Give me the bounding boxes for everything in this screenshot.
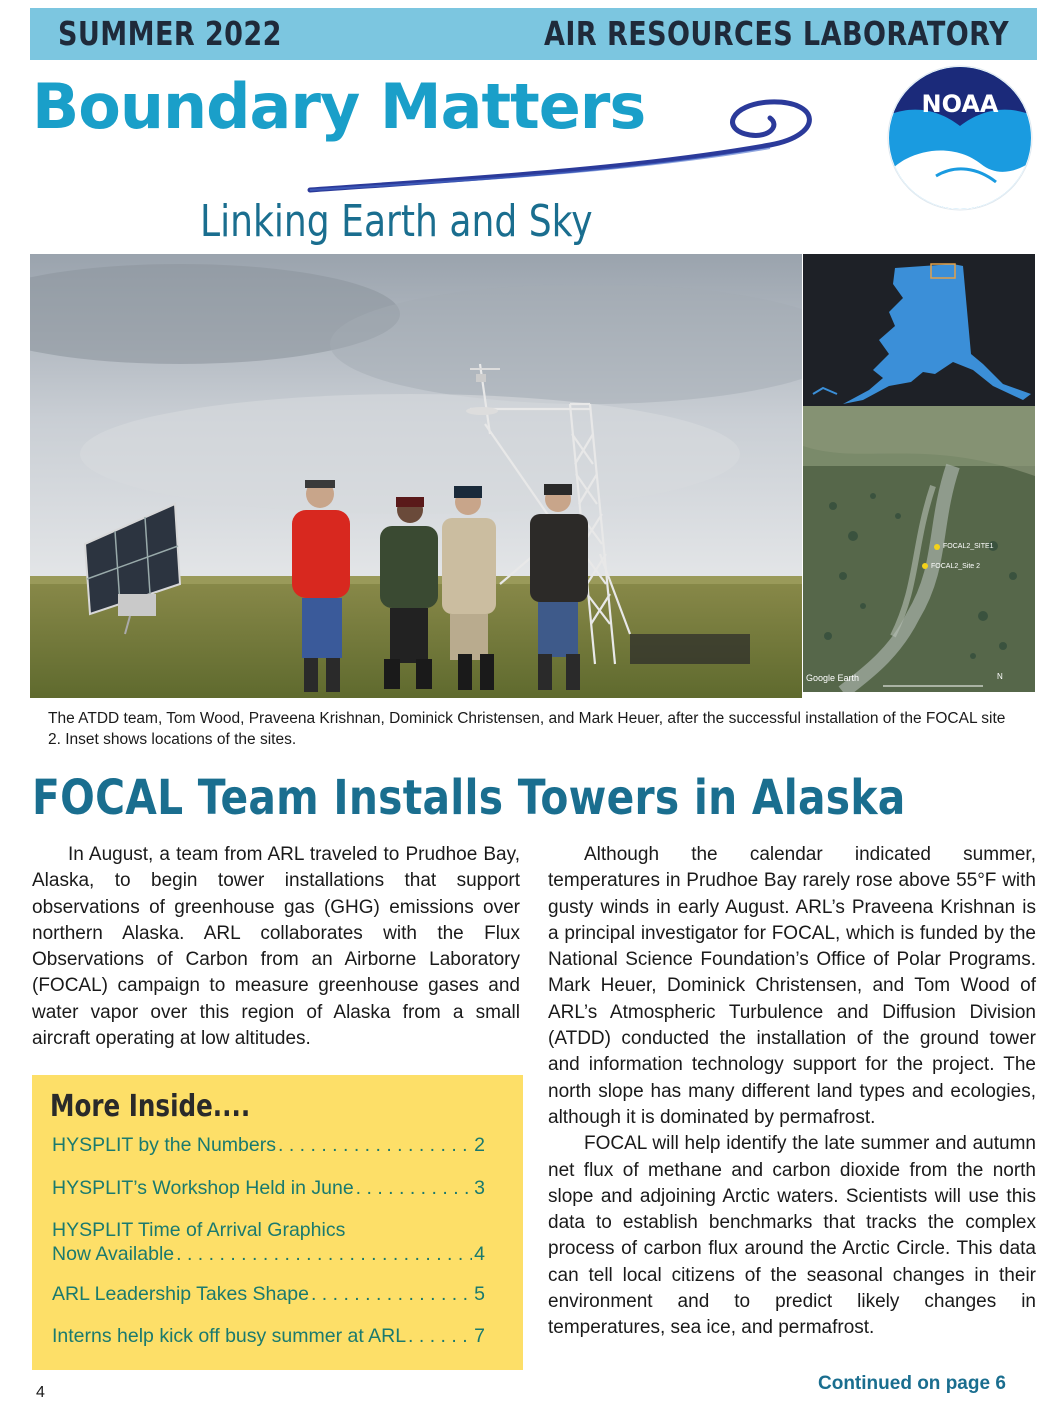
swoosh-graphic	[300, 90, 820, 200]
site2-pin-icon	[922, 563, 928, 569]
site1-pin-icon	[934, 544, 940, 550]
photo-caption: The ATDD team, Tom Wood, Praveena Krishnan, Dominick Christensen, and Mark Heuer, after the successful installation of the FOCAL site 2. Inset shows locations of the sites.	[48, 710, 1006, 748]
noaa-logo-text: NOAA	[921, 90, 999, 118]
satellite-inset	[803, 406, 1035, 692]
team-photo	[30, 254, 802, 698]
north-arrow-icon: N	[997, 672, 1003, 681]
continued-link[interactable]: Continued on page 6	[818, 1373, 1006, 1394]
toc-item[interactable]: HYSPLIT Time of Arrival Graphics Now Available . . . 4	[52, 1218, 485, 1266]
more-inside-box	[32, 1075, 523, 1370]
article-column-2	[548, 842, 1036, 1342]
article-headline: FOCAL Team Installs Towers in Alaska	[32, 770, 906, 826]
tagline: Linking Earth and Sky	[200, 196, 593, 247]
header-bar	[30, 8, 1037, 60]
article-column-1	[32, 842, 520, 1052]
article-paragraph: Although the calendar indicated summer, temperatures in Prudhoe Bay rarely rose above 55°F with gusty winds in early August. ARL’s Praveena Krishnan is a principal investigator for FOCAL, which is funded by the National Science Foundation’s Office of Polar Programs. Mark Heuer, Dominick Christensen, and Tom Wood of ARL’s Atmospheric Turbulence and Diffusion Division (ATDD) conducted the installation of the ground tower and information technology support for the project. The north slope has many different land types and ecologies, although it is dominated by permafrost.	[548, 844, 1036, 1128]
site2-label: FOCAL2_Site 2	[931, 563, 981, 570]
map-watermark: Google Earth	[806, 673, 860, 683]
toc-page-number: 5	[474, 1283, 485, 1305]
toc-item[interactable]: Interns help kick off busy summer at ARL . . . 7	[52, 1324, 485, 1348]
toc-page-number: 7	[474, 1325, 485, 1347]
page-number: 4	[36, 1384, 45, 1401]
site1-label: FOCAL2_SITE1	[943, 543, 994, 550]
more-inside-title: More Inside....	[50, 1089, 251, 1124]
article-paragraph: In August, a team from ARL traveled to Prudhoe Bay, Alaska, to begin tower installations that support observations of greenhouse gas (GHG) emissions over northern Alaska. ARL collaborates with the Flux Observations of Carbon from an Airborne Laboratory (FOCAL) campaign to measure greenhouse gases and water vapor over this region of Alaska from a small aircraft operating at low altitudes.	[32, 844, 520, 1050]
lab-name: AIR RESOURCES LABORATORY	[544, 14, 1009, 53]
toc-page-number: 3	[474, 1177, 485, 1199]
toc-item[interactable]: HYSPLIT by the Numbers . . . 2	[52, 1133, 485, 1157]
newsletter-title: Boundary Matters	[32, 70, 646, 143]
alaska-map-inset	[803, 254, 1035, 406]
article-paragraph: FOCAL will help identify the late summer and autumn net flux of methane and carbon dioxide from the north slope and adjoining Arctic waters. Scientists will use this data to establish benchmarks that tracks the complex process of carbon flux around the Arctic Circle. This data can tell local citizens of the seasonal changes in their environment and to predict likely changes in temperatures, sea ice, and permafrost.	[548, 1133, 1036, 1339]
issue-season: SUMMER 2022	[58, 14, 282, 53]
noaa-logo-icon	[886, 64, 1034, 212]
toc-page-number: 4	[474, 1243, 485, 1265]
toc-page-number: 2	[474, 1134, 485, 1156]
toc-item[interactable]: ARL Leadership Takes Shape . . . 5	[52, 1282, 485, 1306]
toc-item[interactable]: HYSPLIT’s Workshop Held in June . . . 3	[52, 1176, 485, 1200]
